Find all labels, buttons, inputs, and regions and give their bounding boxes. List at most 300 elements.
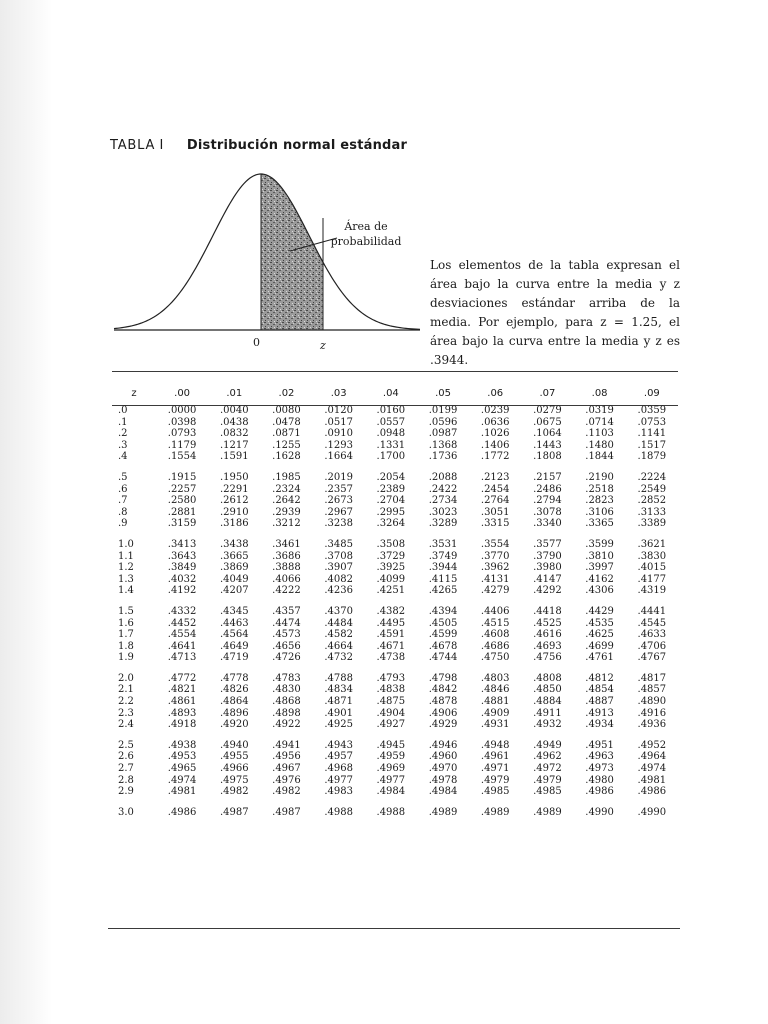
table-cell: .2224 bbox=[637, 471, 667, 483]
table-cell: .4842 bbox=[428, 684, 458, 696]
table-cell: .4177 bbox=[637, 573, 667, 585]
table-cell: .4955 bbox=[219, 751, 249, 763]
table-cell: .4699 bbox=[585, 640, 614, 652]
table-cell: .4854 bbox=[585, 684, 614, 696]
table-row bbox=[112, 751, 678, 763]
table-cell: .4878 bbox=[428, 696, 458, 708]
table-cell: .1064 bbox=[533, 428, 562, 440]
table-cell: .2357 bbox=[324, 483, 353, 495]
table-cell: .4986 bbox=[585, 786, 614, 798]
table-cell: .4599 bbox=[428, 629, 458, 641]
table-cell: .4131 bbox=[480, 573, 510, 585]
table-cell: .2612 bbox=[219, 495, 249, 507]
table-cell: .1141 bbox=[637, 428, 667, 440]
table-row bbox=[112, 719, 678, 731]
table-cell: .4641 bbox=[167, 640, 197, 652]
table-cell: .4525 bbox=[533, 617, 562, 629]
table-cell: .4967 bbox=[272, 763, 301, 775]
table-row bbox=[112, 472, 678, 484]
table-cell: .4761 bbox=[585, 652, 614, 664]
table-cell: .3238 bbox=[324, 518, 353, 530]
table-cell: .0636 bbox=[480, 416, 510, 428]
table-row bbox=[112, 451, 678, 463]
row-z-value: 2.5 bbox=[118, 739, 134, 751]
table-cell: .4984 bbox=[376, 786, 406, 798]
table-cell: .4115 bbox=[428, 573, 458, 585]
axis-label-z: z bbox=[320, 339, 326, 352]
table-cell: .0398 bbox=[167, 416, 197, 428]
table-cell: .4207 bbox=[219, 585, 249, 597]
header-col: .05 bbox=[435, 388, 451, 399]
table-row bbox=[112, 507, 678, 519]
table-cell: .4982 bbox=[219, 786, 249, 798]
table-row bbox=[112, 641, 678, 653]
table-cell: .1950 bbox=[219, 471, 249, 483]
z-table-container bbox=[112, 382, 678, 818]
table-row bbox=[112, 495, 678, 507]
table-cell: .3023 bbox=[428, 506, 458, 518]
table-label: TABLA bbox=[110, 138, 156, 153]
table-cell: .4974 bbox=[167, 774, 197, 786]
table-cell: .2291 bbox=[219, 483, 249, 495]
table-cell: .2967 bbox=[324, 506, 353, 518]
table-cell: .1406 bbox=[480, 439, 510, 451]
table-row bbox=[112, 807, 678, 819]
table-cell: .4738 bbox=[376, 652, 406, 664]
table-cell: .4793 bbox=[376, 672, 406, 684]
table-cell: .4429 bbox=[585, 605, 614, 617]
table-cell: .3665 bbox=[219, 550, 249, 562]
table-cell: .3770 bbox=[480, 550, 510, 562]
table-cell: .4767 bbox=[637, 652, 667, 664]
table-cell: .4649 bbox=[219, 640, 249, 652]
table-row bbox=[112, 518, 678, 530]
table-cell: .4980 bbox=[585, 774, 614, 786]
row-z-value: 1.5 bbox=[118, 605, 134, 617]
table-cell: .4941 bbox=[272, 739, 301, 751]
table-cell: .2764 bbox=[480, 495, 510, 507]
table-cell: .4962 bbox=[533, 751, 562, 763]
table-cell: .0832 bbox=[219, 428, 249, 440]
table-cell: .4904 bbox=[376, 707, 406, 719]
table-cell: .0000 bbox=[167, 405, 197, 416]
header-col: .04 bbox=[382, 388, 399, 399]
row-z-value: 1.8 bbox=[118, 640, 134, 652]
table-cell: .2123 bbox=[480, 471, 510, 483]
table-cell: .4834 bbox=[324, 684, 353, 696]
table-row bbox=[112, 417, 678, 429]
header-col: .08 bbox=[591, 388, 608, 399]
table-number: I bbox=[159, 138, 165, 153]
table-cell: .3869 bbox=[219, 562, 249, 574]
table-cell: .4545 bbox=[637, 617, 667, 629]
header-col: .00 bbox=[174, 388, 191, 399]
table-cell: .3962 bbox=[480, 562, 510, 574]
table-cell: .4948 bbox=[480, 739, 510, 751]
table-cell: .3485 bbox=[324, 538, 353, 550]
table-cell: .4798 bbox=[428, 672, 458, 684]
table-cell: .2324 bbox=[272, 483, 301, 495]
row-z-value: .8 bbox=[118, 506, 128, 518]
table-cell: .3810 bbox=[585, 550, 614, 562]
table-cell: .4896 bbox=[219, 707, 249, 719]
table-cell: .2852 bbox=[637, 495, 667, 507]
table-cell: .1915 bbox=[167, 471, 197, 483]
table-cell: .4357 bbox=[272, 605, 301, 617]
table-cell: .4838 bbox=[376, 684, 406, 696]
table-cell: .1772 bbox=[480, 451, 510, 463]
header-col: .01 bbox=[226, 388, 243, 399]
table-cell: .2454 bbox=[480, 483, 510, 495]
table-cell: .2823 bbox=[585, 495, 614, 507]
table-cell: .4582 bbox=[324, 629, 353, 641]
table-cell: .4066 bbox=[272, 573, 301, 585]
table-cell: .4826 bbox=[219, 684, 249, 696]
table-cell: .3643 bbox=[167, 550, 197, 562]
table-cell: .4265 bbox=[428, 585, 458, 597]
table-cell: .1331 bbox=[376, 439, 406, 451]
table-cell: .4909 bbox=[480, 707, 510, 719]
table-cell: .2734 bbox=[428, 495, 458, 507]
table-cell: .2486 bbox=[533, 483, 562, 495]
table-cell: .4949 bbox=[533, 739, 562, 751]
table-cell: .1628 bbox=[272, 451, 301, 463]
table-cell: .4979 bbox=[480, 774, 510, 786]
table-cell: .4846 bbox=[480, 684, 510, 696]
table-cell: .0120 bbox=[324, 405, 353, 416]
table-cell: .2019 bbox=[324, 471, 353, 483]
table-cell: .4633 bbox=[637, 629, 667, 641]
table-cell: .4988 bbox=[324, 806, 353, 818]
table-cell: .4969 bbox=[376, 763, 406, 775]
table-cell: .2157 bbox=[533, 471, 562, 483]
table-cell: .1736 bbox=[428, 451, 458, 463]
table-cell: .2881 bbox=[167, 506, 197, 518]
table-cell: .3365 bbox=[585, 518, 614, 530]
table-cell: .3186 bbox=[219, 518, 249, 530]
table-cell: .0359 bbox=[637, 405, 667, 416]
table-cell: .2422 bbox=[428, 483, 458, 495]
row-z-value: 1.6 bbox=[118, 617, 134, 629]
table-cell: .3980 bbox=[533, 562, 562, 574]
table-cell: .4591 bbox=[376, 629, 406, 641]
table-cell: .4988 bbox=[376, 806, 406, 818]
header-col: .02 bbox=[278, 388, 295, 399]
row-z-value: 2.9 bbox=[118, 786, 134, 798]
table-cell: .4963 bbox=[585, 751, 614, 763]
table-cell: .4474 bbox=[272, 617, 301, 629]
row-z-value: 1.1 bbox=[118, 550, 134, 562]
table-cell: .4032 bbox=[167, 573, 197, 585]
table-cell: .4319 bbox=[637, 585, 667, 597]
table-cell: .1293 bbox=[324, 439, 353, 451]
table-cell: .4049 bbox=[219, 573, 249, 585]
table-cell: .4382 bbox=[376, 605, 406, 617]
table-cell: .4279 bbox=[480, 585, 510, 597]
table-cell: .4987 bbox=[272, 806, 301, 818]
table-cell: .4850 bbox=[533, 684, 562, 696]
table-cell: .1591 bbox=[219, 451, 249, 463]
table-cell: .0793 bbox=[167, 428, 197, 440]
table-cell: .4222 bbox=[272, 585, 301, 597]
table-cell: .4913 bbox=[585, 707, 614, 719]
table-cell: .4394 bbox=[428, 605, 458, 617]
table-cell: .4783 bbox=[272, 672, 301, 684]
table-cell: .4920 bbox=[219, 719, 249, 731]
table-row bbox=[112, 775, 678, 787]
row-z-value: 2.1 bbox=[118, 684, 134, 696]
group-spacer bbox=[112, 463, 678, 472]
table-cell: .4989 bbox=[480, 806, 510, 818]
table-cell: .4989 bbox=[428, 806, 458, 818]
table-cell: .3264 bbox=[376, 518, 406, 530]
table-cell: .4964 bbox=[637, 751, 667, 763]
table-cell: .4664 bbox=[324, 640, 353, 652]
table-cell: .4918 bbox=[167, 719, 197, 731]
table-cell: .3749 bbox=[428, 550, 458, 562]
table-cell: .4452 bbox=[167, 617, 197, 629]
table-cell: .4934 bbox=[585, 719, 614, 731]
table-cell: .4986 bbox=[637, 786, 667, 798]
table-row bbox=[112, 696, 678, 708]
table-cell: .4956 bbox=[272, 751, 301, 763]
table-cell: .4952 bbox=[637, 739, 667, 751]
group-spacer bbox=[112, 798, 678, 807]
row-z-value: .1 bbox=[118, 416, 128, 428]
table-cell: .4983 bbox=[324, 786, 353, 798]
table-cell: .4192 bbox=[167, 585, 197, 597]
table-cell: .4971 bbox=[480, 763, 510, 775]
table-cell: .4788 bbox=[324, 672, 353, 684]
table-cell: .0871 bbox=[272, 428, 301, 440]
header-col: .09 bbox=[643, 388, 660, 399]
table-cell: .4515 bbox=[480, 617, 510, 629]
table-cell: .4981 bbox=[637, 774, 667, 786]
table-cell: .4881 bbox=[480, 696, 510, 708]
table-header-row bbox=[112, 382, 678, 405]
row-z-value: 1.9 bbox=[118, 652, 134, 664]
table-cell: .0948 bbox=[376, 428, 406, 440]
table-row bbox=[112, 428, 678, 440]
table-bottom-rule bbox=[108, 928, 680, 929]
table-cell: .4616 bbox=[533, 629, 562, 641]
row-z-value: 2.7 bbox=[118, 763, 134, 775]
table-cell: .4678 bbox=[428, 640, 458, 652]
table-cell: .4345 bbox=[219, 605, 249, 617]
table-cell: .4884 bbox=[533, 696, 562, 708]
row-z-value: 1.0 bbox=[118, 538, 134, 550]
table-cell: .0987 bbox=[428, 428, 458, 440]
table-cell: .3729 bbox=[376, 550, 406, 562]
table-cell: .4808 bbox=[533, 672, 562, 684]
table-cell: .4418 bbox=[533, 605, 562, 617]
table-row bbox=[112, 405, 678, 417]
table-cell: .0675 bbox=[533, 416, 562, 428]
table-cell: .4985 bbox=[533, 786, 562, 798]
table-row bbox=[112, 484, 678, 496]
table-cell: .0753 bbox=[637, 416, 667, 428]
table-cell: .4772 bbox=[167, 672, 197, 684]
header-col: .03 bbox=[330, 388, 347, 399]
table-cell: .1179 bbox=[167, 439, 197, 451]
row-z-value: 2.2 bbox=[118, 696, 134, 708]
table-cell: .4985 bbox=[480, 786, 510, 798]
header-col: .07 bbox=[539, 388, 556, 399]
table-cell: .2518 bbox=[585, 483, 614, 495]
table-cell: .3159 bbox=[167, 518, 197, 530]
table-cell: .4959 bbox=[376, 751, 406, 763]
table-cell: .4671 bbox=[376, 640, 406, 652]
table-cell: .3315 bbox=[480, 518, 510, 530]
table-cell: .4906 bbox=[428, 707, 458, 719]
table-cell: .4925 bbox=[324, 719, 353, 731]
table-cell: .4890 bbox=[637, 696, 667, 708]
table-cell: .4922 bbox=[272, 719, 301, 731]
table-cell: .4147 bbox=[533, 573, 562, 585]
table-cell: .4713 bbox=[167, 652, 197, 664]
table-cell: .0910 bbox=[324, 428, 353, 440]
table-cell: .3413 bbox=[167, 538, 197, 550]
table-cell: .3944 bbox=[428, 562, 458, 574]
table-cell: .3621 bbox=[637, 538, 667, 550]
table-cell: .1217 bbox=[219, 439, 249, 451]
table-cell: .4732 bbox=[324, 652, 353, 664]
table-cell: .4970 bbox=[428, 763, 458, 775]
table-cell: .2910 bbox=[219, 506, 249, 518]
row-z-value: 2.6 bbox=[118, 751, 134, 763]
table-cell: .4953 bbox=[167, 751, 197, 763]
row-z-value: .7 bbox=[118, 495, 128, 507]
table-cell: .4990 bbox=[585, 806, 614, 818]
table-row bbox=[112, 606, 678, 618]
table-row bbox=[112, 574, 678, 586]
table-cell: .0080 bbox=[272, 405, 301, 416]
table-cell: .3531 bbox=[428, 538, 458, 550]
table-row bbox=[112, 618, 678, 630]
row-z-value: 2.3 bbox=[118, 707, 134, 719]
table-cell: .3212 bbox=[272, 518, 301, 530]
table-cell: .1844 bbox=[585, 451, 614, 463]
table-cell: .4082 bbox=[324, 573, 353, 585]
table-cell: .2704 bbox=[376, 495, 406, 507]
table-cell: .4686 bbox=[480, 640, 510, 652]
table-cell: .4535 bbox=[585, 617, 614, 629]
table-cell: .3133 bbox=[637, 506, 667, 518]
table-cell: .4871 bbox=[324, 696, 353, 708]
row-z-value: 1.7 bbox=[118, 629, 134, 641]
table-cell: .4778 bbox=[219, 672, 249, 684]
header-col: .06 bbox=[487, 388, 504, 399]
table-cell: .4943 bbox=[324, 739, 353, 751]
table-cell: .4564 bbox=[219, 629, 249, 641]
table-cell: .4875 bbox=[376, 696, 406, 708]
table-cell: .4864 bbox=[219, 696, 249, 708]
table-row bbox=[112, 740, 678, 752]
group-spacer bbox=[112, 731, 678, 740]
table-cell: .4982 bbox=[272, 786, 301, 798]
table-cell: .4987 bbox=[219, 806, 249, 818]
table-row bbox=[112, 562, 678, 574]
area-label bbox=[323, 219, 409, 249]
table-cell: .4463 bbox=[219, 617, 249, 629]
table-cell: .4940 bbox=[219, 739, 249, 751]
table-cell: .4965 bbox=[167, 763, 197, 775]
table-cell: .4989 bbox=[533, 806, 562, 818]
table-cell: .1480 bbox=[585, 439, 614, 451]
table-cell: .4236 bbox=[324, 585, 353, 597]
table-cell: .4812 bbox=[585, 672, 614, 684]
table-cell: .4406 bbox=[480, 605, 510, 617]
table-cell: .2389 bbox=[376, 483, 406, 495]
table-cell: .3830 bbox=[637, 550, 667, 562]
row-z-value: .0 bbox=[118, 405, 128, 416]
table-cell: .0438 bbox=[219, 416, 249, 428]
table-row bbox=[112, 440, 678, 452]
table-cell: .2257 bbox=[167, 483, 197, 495]
table-cell: .3790 bbox=[533, 550, 562, 562]
table-cell: .4861 bbox=[167, 696, 197, 708]
table-row bbox=[112, 673, 678, 685]
table-cell: .1700 bbox=[376, 451, 406, 463]
table-cell: .4932 bbox=[533, 719, 562, 731]
table-cell: .3289 bbox=[428, 518, 458, 530]
row-z-value: .6 bbox=[118, 483, 128, 495]
table-cell: .1808 bbox=[533, 451, 562, 463]
table-cell: .4976 bbox=[272, 774, 301, 786]
table-cell: .4986 bbox=[167, 806, 197, 818]
table-cell: .0160 bbox=[376, 405, 406, 416]
table-cell: .3599 bbox=[585, 538, 614, 550]
table-cell: .0517 bbox=[324, 416, 353, 428]
table-cell: .2794 bbox=[533, 495, 562, 507]
row-z-value: .2 bbox=[118, 428, 128, 440]
table-cell: .4945 bbox=[376, 739, 406, 751]
table-cell: .4916 bbox=[637, 707, 667, 719]
table-cell: .4960 bbox=[428, 751, 458, 763]
table-cell: .0319 bbox=[585, 405, 614, 416]
group-spacer bbox=[112, 664, 678, 673]
table-cell: .4893 bbox=[167, 707, 197, 719]
table-cell: .4972 bbox=[533, 763, 562, 775]
table-cell: .0040 bbox=[219, 405, 249, 416]
table-cell: .4292 bbox=[533, 585, 562, 597]
table-cell: .1103 bbox=[585, 428, 614, 440]
table-cell: .1879 bbox=[637, 451, 667, 463]
table-cell: .1026 bbox=[480, 428, 510, 440]
table-cell: .3554 bbox=[480, 538, 510, 550]
table-cell: .4887 bbox=[585, 696, 614, 708]
table-row bbox=[112, 652, 678, 664]
z-table bbox=[112, 382, 678, 818]
table-cell: .0478 bbox=[272, 416, 301, 428]
table-cell: .4961 bbox=[480, 751, 510, 763]
table-cell: .4990 bbox=[637, 806, 667, 818]
table-cell: .4979 bbox=[533, 774, 562, 786]
table-cell: .4817 bbox=[637, 672, 667, 684]
table-cell: .4938 bbox=[167, 739, 197, 751]
table-cell: .3907 bbox=[324, 562, 353, 574]
table-row bbox=[112, 786, 678, 798]
table-cell: .1985 bbox=[272, 471, 301, 483]
table-row bbox=[112, 708, 678, 720]
table-cell: .4931 bbox=[480, 719, 510, 731]
table-cell: .3997 bbox=[585, 562, 614, 574]
table-cell: .4977 bbox=[376, 774, 406, 786]
table-cell: .3508 bbox=[376, 538, 406, 550]
table-row bbox=[112, 585, 678, 597]
group-spacer bbox=[112, 597, 678, 606]
table-cell: .1664 bbox=[324, 451, 353, 463]
